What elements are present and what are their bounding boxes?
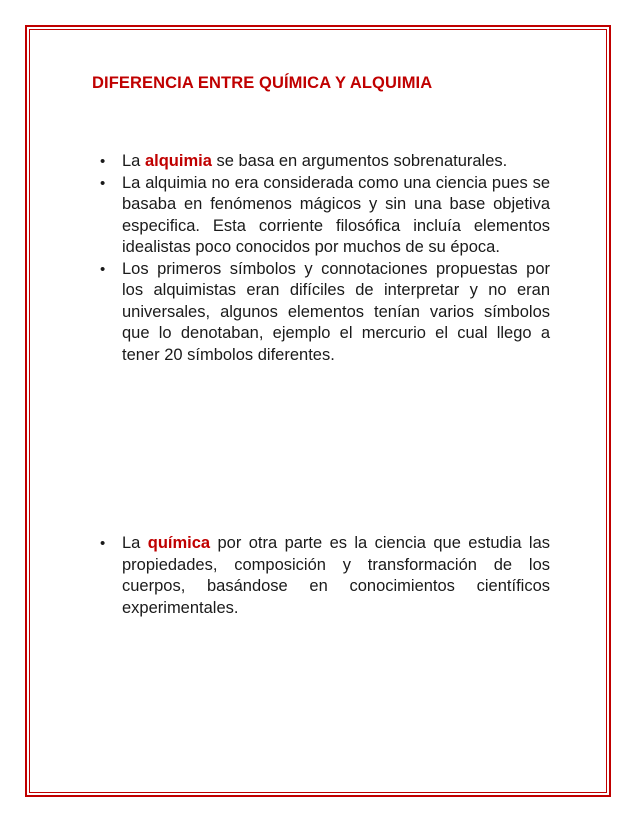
list-item-text-rest: por otra parte es la ciencia que estudia las propiedades, composición y transformación de los cuerpos, basándose en conocimientos científicos experimentales.	[122, 534, 550, 617]
quimica-list	[100, 533, 550, 619]
keyword-quimica: química	[147, 534, 211, 552]
document-title: DIFERENCIA ENTRE QUÍMICA Y ALQUIMIA	[92, 74, 433, 92]
bullet-icon: •	[100, 153, 106, 170]
bullet-icon: •	[100, 174, 106, 192]
list-item-text-rest: se basa en argumentos sobrenaturales.	[211, 152, 508, 170]
differences-list	[100, 151, 550, 366]
list-item-text: Los primeros símbolos y connotaciones propuestas por los alquimistas eran difíciles de interpretar y no eran universales, algunos elementos tenían varios símbolos que lo denotaban, ejemplo el mercurio el cual llego a tener 20 símbolos diferentes.	[122, 259, 550, 364]
list-item-alquimia-basis	[100, 151, 550, 173]
bullet-icon: •	[100, 260, 106, 278]
keyword-alquimia: alquimia	[144, 152, 212, 170]
list-item-quimica-definition	[100, 533, 550, 619]
bullet-icon: •	[100, 535, 106, 552]
list-item-text-lead: La	[122, 534, 148, 552]
page-border-inner	[29, 29, 607, 793]
list-item-alquimia-not-science	[100, 173, 550, 259]
list-item-alquimia-symbols	[100, 259, 550, 367]
list-item-text-lead: La	[122, 152, 145, 170]
list-item-text: La alquimia no era considerada como una ciencia pues se basaba en fenómenos mágicos y sin una base objetiva especifica. Esta corriente filosófica incluía elementos idealistas poco conocidos por muchos de su época.	[122, 173, 550, 256]
